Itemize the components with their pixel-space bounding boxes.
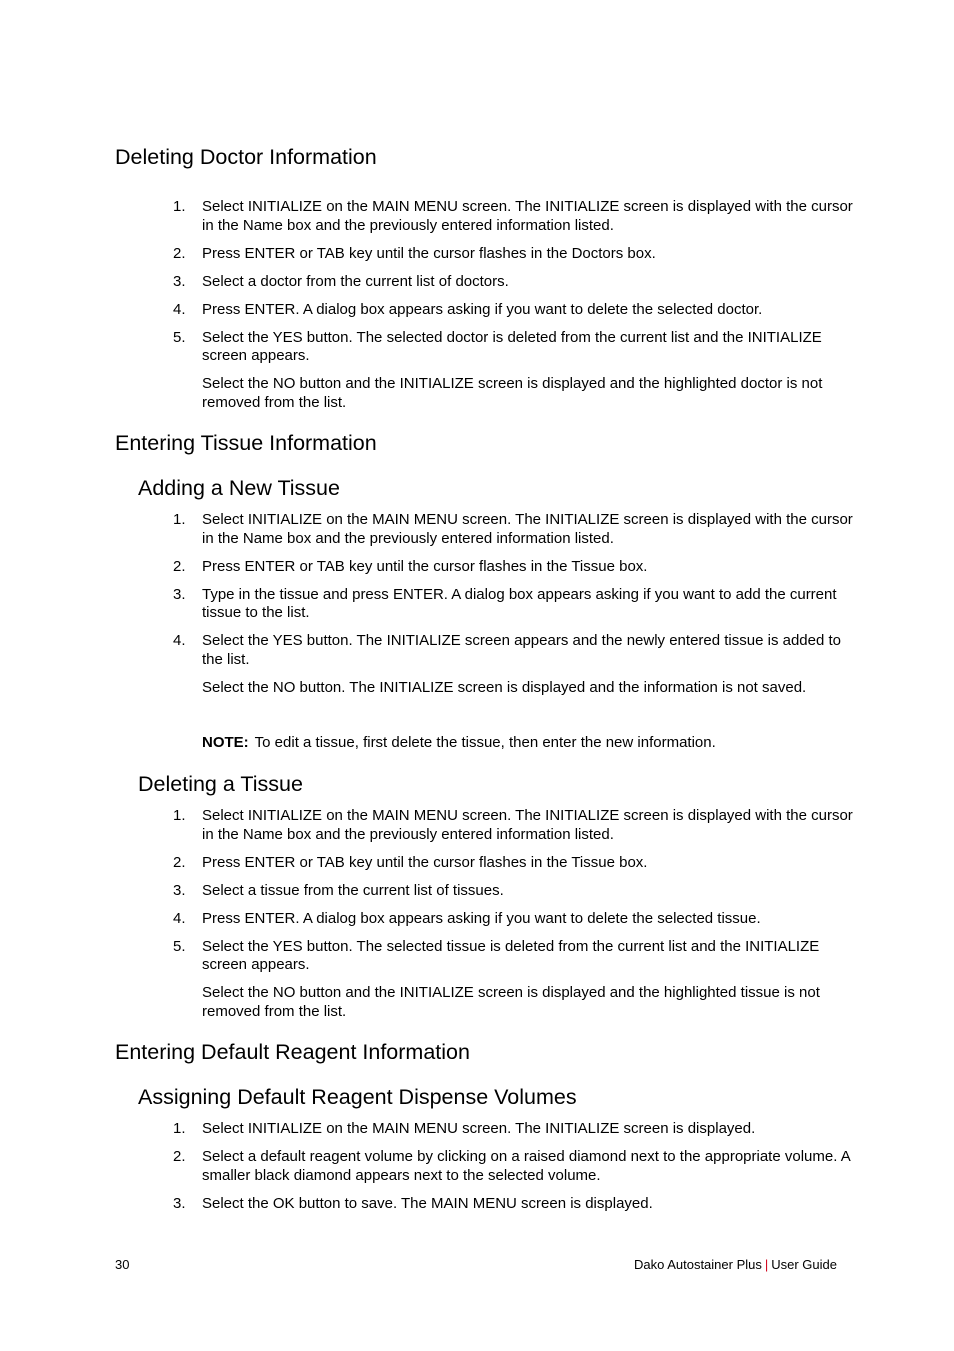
heading-entering-tissue: Entering Tissue Information: [115, 431, 377, 455]
step-number: 4.: [173, 300, 186, 318]
step-number: 1.: [173, 1120, 186, 1137]
list-item: [0, 245, 954, 264]
step-text: Press ENTER. A dialog box appears asking if you want to delete the selected doctor.: [202, 300, 763, 318]
step-number: 3.: [173, 881, 186, 899]
step-text: Press ENTER or TAB key until the cursor flashes in the Tissue box.: [202, 557, 648, 575]
footer-doc-title: [634, 1257, 837, 1273]
step-text: Select INITIALIZE on the MAIN MENU screen. The INITIALIZE screen is displayed with the cursor in the Name box and the previously entered information listed.: [202, 511, 853, 547]
step-number: 3.: [173, 585, 186, 603]
step-number: 4.: [173, 909, 186, 927]
list-item: [0, 882, 954, 901]
step-text: Press ENTER. A dialog box appears asking if you want to delete the selected tissue.: [202, 909, 761, 927]
footer-separator: |: [764, 1257, 769, 1272]
step-number: 2.: [173, 1148, 186, 1165]
list-item: [0, 1195, 954, 1214]
step-text: Select the YES button. The selected doctor is deleted from the current list and the INITIALIZE screen appears.: [202, 328, 822, 364]
heading-adding-tissue: Adding a New Tissue: [138, 476, 340, 500]
step-text: Press ENTER or TAB key until the cursor flashes in the Tissue box.: [202, 853, 648, 871]
step-number: 3.: [173, 1194, 186, 1212]
list-adding-tissue: [0, 511, 954, 707]
note-text: To edit a tissue, first delete the tissue, then enter the new information.: [254, 734, 716, 751]
list-item: [0, 1120, 954, 1139]
step-number: 2.: [173, 853, 186, 871]
list-item: [0, 511, 954, 548]
step-number: 1.: [173, 511, 186, 528]
step-number: 5.: [173, 937, 186, 955]
heading-assigning-volumes: Assigning Default Reagent Dispense Volumes: [138, 1085, 577, 1109]
step-number: 3.: [173, 272, 186, 290]
step-text: Select INITIALIZE on the MAIN MENU screen. The INITIALIZE screen is displayed with the cursor in the Name box and the previously entered information listed.: [202, 198, 853, 234]
step-number: 5.: [173, 328, 186, 346]
list-item: [0, 301, 954, 320]
list-item: [0, 807, 954, 844]
step-number: 2.: [173, 557, 186, 575]
step-text: Press ENTER or TAB key until the cursor flashes in the Doctors box.: [202, 244, 656, 262]
step-text: Select the OK button to save. The MAIN MENU screen is displayed.: [202, 1194, 653, 1212]
step-text: Select INITIALIZE on the MAIN MENU screen. The INITIALIZE screen is displayed.: [202, 1120, 756, 1137]
note: [202, 734, 716, 753]
list-item: [0, 1148, 954, 1185]
list-item: [0, 198, 954, 235]
heading-deleting-tissue: Deleting a Tissue: [138, 772, 303, 796]
list-item: [0, 938, 954, 1022]
step-number: 1.: [173, 198, 186, 215]
step-extra-text: Select the NO button. The INITIALIZE screen is displayed and the information is not saved.: [202, 678, 807, 696]
list-item: [0, 910, 954, 929]
step-text: Select the YES button. The selected tissue is deleted from the current list and the INITIALIZE screen appears.: [202, 937, 820, 973]
step-text: Select the YES button. The INITIALIZE screen appears and the newly entered tissue is added to the list.: [202, 632, 841, 668]
list-deleting-doctor: [0, 198, 954, 422]
step-extra-text: Select the NO button and the INITIALIZE screen is displayed and the highlighted doctor is not removed from the list.: [202, 375, 823, 411]
list-deleting-tissue: [0, 807, 954, 1031]
step-number: 1.: [173, 807, 186, 824]
step-text: Select a doctor from the current list of doctors.: [202, 272, 509, 290]
footer-guide: User Guide: [771, 1257, 837, 1272]
step-number: 2.: [173, 244, 186, 262]
list-item: [0, 586, 954, 623]
heading-entering-reagent: Entering Default Reagent Information: [115, 1040, 470, 1064]
heading-deleting-doctor: Deleting Doctor Information: [115, 145, 377, 169]
list-assigning-volumes: [0, 1120, 954, 1223]
step-text: Select INITIALIZE on the MAIN MENU screen. The INITIALIZE screen is displayed with the cursor in the Name box and the previously entered information listed.: [202, 807, 853, 843]
list-item: [0, 329, 954, 413]
step-text: Type in the tissue and press ENTER. A dialog box appears asking if you want to add the current tissue to the list.: [202, 585, 837, 621]
list-item: [0, 854, 954, 873]
list-item: [0, 632, 954, 697]
step-text: Select a default reagent volume by clicking on a raised diamond next to the appropriate volume. A smaller black diamond appears next to the selected volume.: [202, 1148, 850, 1184]
step-extra-text: Select the NO button and the INITIALIZE screen is displayed and the highlighted tissue is not removed from the list.: [202, 984, 820, 1020]
note-label: NOTE:: [202, 734, 249, 751]
page-number: 30: [115, 1257, 130, 1272]
step-number: 4.: [173, 632, 186, 649]
step-text: Select a tissue from the current list of tissues.: [202, 881, 504, 899]
list-item: [0, 273, 954, 292]
footer-product: Dako Autostainer Plus: [633, 1257, 762, 1272]
list-item: [0, 558, 954, 577]
